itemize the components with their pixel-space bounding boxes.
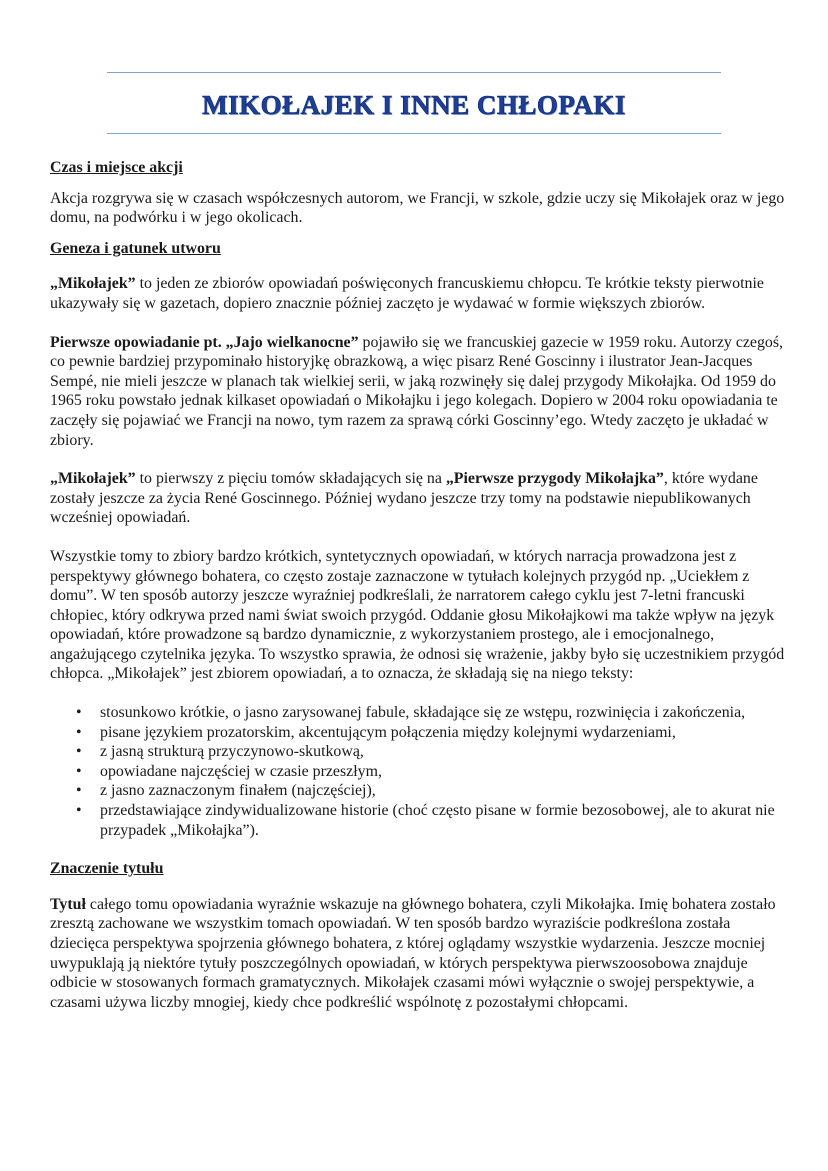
bold-title-word: Tytuł — [50, 895, 86, 913]
paragraph-genesis-1: „Mikołajek” to jeden ze zbiorów opowiadań poświęconych francuskiemu chłopcu. Te krótkie teksty pierwotnie ukazywały się w gazetach, dopiero znacznie później zaczęto je wydawać w formie większych zbiorów. — [50, 275, 764, 312]
bold-mikolajek: „Mikołajek” — [50, 275, 136, 293]
list-item: • opowiadane najczęściej w czasie przeszłym, — [100, 762, 785, 782]
bold-first-story: Pierwsze opowiadanie pt. „Jajo wielkanocne” — [50, 333, 359, 351]
bold-mikolajek-2: „Mikołajek” — [50, 470, 136, 488]
heading-setting: Czas i miejsce akcji — [50, 159, 183, 176]
bold-first-adventures: „Pierwsze przygody Mikołajka” — [445, 470, 664, 488]
list-item: • z jasno zaznaczonym finałem (najczęściej), — [100, 781, 785, 801]
heading-meaning: Znaczenie tytułu — [50, 860, 164, 878]
list-item: • stosunkowo krótkie, o jasno zarysowanej fabule, składające się ze wstępu, rozwinięcia i zakończenia, — [100, 703, 785, 723]
title-rule-top — [107, 72, 721, 73]
list-item: • pisane językiem prozatorskim, akcentującym połączenia między kolejnymi wydarzeniami, — [100, 723, 785, 743]
heading-genesis: Geneza i gatunek utworu — [50, 239, 221, 257]
paragraph-genesis-4: Wszystkie tomy to zbiory bardzo krótkich, syntetycznych opowiadań, w których narracja prowadzona jest z perspektywy głównego bohatera, co często zostaje zaznaczone w tytułach kolejnych przygód np. „Uciekłem z domu”. W ten sposób autorzy jeszcze wyraźniej podkreślali, że narratorem całego cyklu jest 7-letni francuski chłopiec, który odkrywa przed nami świat swoich przygód. Oddanie głosu Mikołajkowi ma także wpływ na język opowiadań, które prowadzone są bardzo dynamicznie, z wykorzystaniem prostego, ale i emocjonalnego, angażującego czytelnika języka. To wszystko sprawia, że odnosi się wrażenie, jakby było się uczestnikiem przygód chłopca. „Mikołajek” jest zbiorem opowiadań, a to oznacza, że składają się na niego teksty: — [50, 547, 785, 683]
list-item: • z jasną strukturą przyczynowo-skutkową, — [100, 742, 785, 762]
list-item: • przedstawiające zindywidualizowane historie (choć często pisane w formie bezosobowej, ale to akurat nie przypadek „Mikołajka”). — [100, 801, 785, 840]
title-rule-bottom — [107, 133, 721, 134]
features-list — [50, 703, 785, 840]
paragraph-setting: Akcja rozgrywa się w czasach współczesnych autorom, we Francji, w szkole, gdzie uczy się Mikołajek oraz w jego domu, na podwórku i w jego okolicach. — [50, 189, 785, 227]
paragraph-genesis-2: Pierwsze opowiadanie pt. „Jajo wielkanocne” pojawiło się we francuskiej gazecie w 1959 roku. Autorzy czegoś, co pewnie bardziej przypominało historyjkę obrazkową, a więc pisarz René Goscinny i ilustrator Jean-Jacques Sempé, nie mieli jeszcze w planach tak wielkiej serii, w jaką rozwinęły się dalej przygody Mikołajka. Od 1959 do 1965 roku powstało jednak kilkaset opowiadań o Mikołajku i jego kolegach. Dopiero w 2004 roku opowiadania te zaczęły się pojawiać we Francji na nowo, tym razem za sprawą córki Goscinny’ego. Wtedy zaczęto je układać w zbiory. — [50, 333, 784, 449]
page-title: MIKOŁAJEK I INNE CHŁOPAKI — [202, 90, 626, 120]
paragraph-meaning: Tytuł całego tomu opowiadania wyraźnie wskazuje na głównego bohatera, czyli Mikołajka. Imię bohatera zostało zresztą zachowane we wszystkim tomach opowiadań. W ten sposób bardzo wyraziście podkreślona została dziecięca perspektywa spojrzenia głównego bohatera, z której oglądamy wszystkie wydarzenia. Jeszcze mocniej uwypuklają ją niektóre tytuły poszczególnych opowiadań, w których perspektywa pierwszoosobowa znajduje odbicie w stosowanych formach gramatycznych. Mikołajek czasami mówi wyłącznie o swojej perspektywie, a czasami używa liczby mnogiej, kiedy chce podkreślić wspólnotę z pozostałymi chłopcami. — [50, 895, 776, 1011]
paragraph-genesis-3: „Mikołajek” to pierwszy z pięciu tomów składających się na „Pierwsze przygody Mikołajka”, które wydane zostały jeszcze za życia René Goscinnego. Później wydano jeszcze trzy tomy na podstawie niepublikowanych wcześniej opowiadań. — [50, 470, 758, 527]
document-body — [50, 158, 785, 1012]
